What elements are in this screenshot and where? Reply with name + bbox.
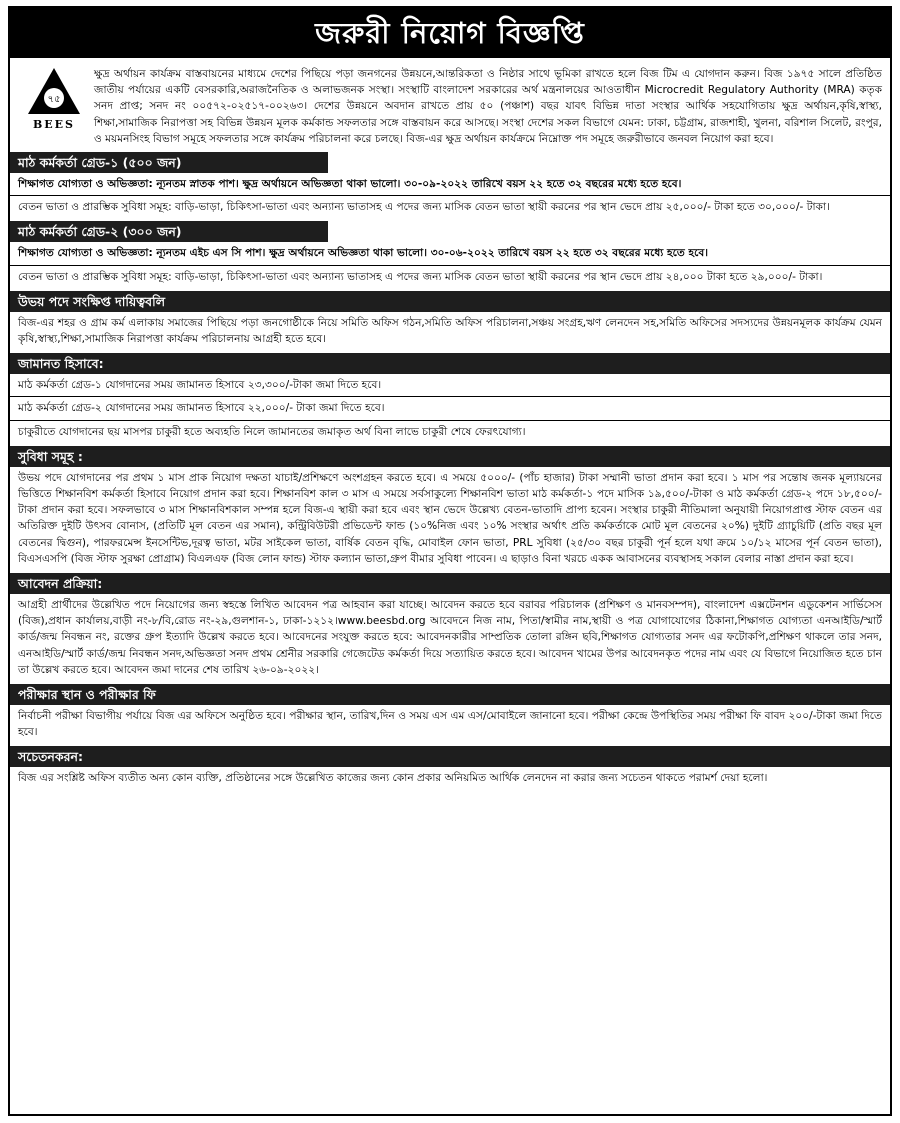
grade1-salary: বেতন ভাতা ও প্রারম্ভিক সুবিধা সমূহ: বাড়ি-ভাড়া, চিকিৎসা-ভাতা এবং অন্যান্য ভাতাসহ এ পদের জন্য মাসিক বেতন ভাতা স্থায়ী করনের পর স্থান ভেদে প্রায় ২৫,০০০/- টাকা হতে ৩০,০০০/- টাকা। [18, 201, 830, 214]
security-line-2: মাঠ কর্মকর্তা গ্রেড-২ যোগদানের সময় জামানত হিসাবে ২২,০০০/- টাকা জমা দিতে হবে। [18, 402, 385, 415]
security-line-1: মাঠ কর্মকর্তা গ্রেড-১ যোগদানের সময় জামানত হিসাবে ২৩,৩০০/-টাকা জমা দিতে হবে। [18, 379, 382, 392]
caution-heading: সচেতনকরন: [10, 746, 890, 767]
logo-triangle-icon [26, 66, 82, 116]
bees-logo [22, 66, 86, 134]
logo-caption: BEES [32, 118, 75, 131]
security-heading: জামানত হিসাবে: [10, 353, 890, 374]
benefits-text: উভয় পদে যোগদানের পর প্রথম ১ মাস প্রাক নিয়োগ দক্ষতা যাচাই/প্রশিক্ষণে অংশগ্রহন করতে হবে। এ সময়ে ৫০০০/- (পাঁচ হাজার) টাকা সম্মানী ভাতা প্রদান করা হবে। ১ মাস পর সন্তোষ জনক মূল্যায়নের ভিত্তিতে শিক্ষানবিশ কর্মকর্তা হিসাবে নিয়োগ প্রদান করা হবে। শিক্ষানবিশ কাল ৩ মাস এ সময়ে সর্বসাকুল্যে শিক্ষানবিশ ভাতা মাঠ কর্মকর্তা-১ পদে মাসিক ১৯,৫০০/-টাকা ও মাঠ কর্মকর্তা গ্রেড-২ পদে ১৮,৫০০/- টাকা প্রদান করা হবে। সফলভাবে ৩ মাস শিক্ষানবিশকাল সম্পন্ন হলে বিজ-এ স্থায়ী করা হবে এবং স্থান ভেদে উল্লেখ্য বেতন-ভাতাদি প্রাপ্য হবেন। সংস্থার চাকুরী নীতিমালা অনুযায়ী নিয়োগপ্রাপ্ত স্টাফ বেতন এর অতিরিক্ত দুইটি উৎসব বোনাস, (প্রতিটি মূল বেতন এর সমান), কন্ট্রিবিউটরী প্রভিডেন্ট ফান্ড (১০%নিজ এবং ১০% সংস্থার অর্থাৎ প্রতি কর্মকর্তাকে মোট মূল বেতনের ২০%) দুইটি গ্র্যাচুয়িটি (প্রতি বছর মূল বেতনের দ্বিগুন), পারফরমেন্স ইনসেন্টিভ,দূরত্ব ভাতা, মটর সাইকেল ভাতা, বার্ষিক বেতন বৃদ্ধি, মোবাইল ফোন ভাতা, PRL সুবিধা (২৫/৩০ বছর চাকুরী পূর্ন হলে যথা ক্রমে ১০/১২ মাসের পূর্ন বেতন ভাতা), বিএসএসপি (বিজ স্টাফ সুরক্ষা প্রোগ্রাম) বিএলএফ (বিজ লোন ফান্ড) স্টাফ কল্যান ভাতা,গ্রুপ বীমার সুবিধা পাবেন। এ ছাড়াও বিনা খরচে একক আবাসনের ব্যবস্থাসহ সকাল বেলার নাস্তা প্রদান করা হবে। [18, 471, 883, 565]
grade1-heading: মাঠ কর্মকর্তা গ্রেড-১ (৫০০ জন) [10, 152, 328, 173]
intro-section [10, 58, 890, 149]
exam-text: নির্বাচনী পরীক্ষা বিভাগীয় পর্যায়ে বিজ এর অফিসে অনুষ্ঠিত হবে। পরীক্ষার স্থান, তারিখ,দিন ও সময় এস এম এস/মোবাইলে জানানো হবে। পরীক্ষা কেন্দ্রে উপস্থিতির সময় পরীক্ষা ফি বাবদ ২০০/-টাকা জমা দিতে হবে। [18, 710, 882, 739]
duties-heading: উভয় পদে সংক্ষিপ্ত দায়িত্ববলি [10, 291, 890, 312]
duties-text: বিজ-এর শহর ও গ্রাম কর্ম এলাকায় সমাজের পিছিয়ে পড়া জনগোষ্ঠীকে নিয়ে সমিতি অফিস গঠন,সমিতি অফিস পরিচালনা,সঞ্চয় সংগ্রহ,ঋণ লেনদেন সহ,সমিতি অফিসের সদস্যদের উন্নয়নমূলক কার্যক্রম যেমন কৃষি,স্বাস্থ্য,শিক্ষা,সামাজিক নিরাপত্তা কার্যক্রম পরিচালনায় আগ্রহী হতে হবে। [18, 316, 882, 346]
benefits-heading: সুবিধা সমূহ : [10, 446, 890, 467]
application-heading: আবেদন প্রক্রিয়া: [10, 573, 890, 594]
caution-text: বিজ এর সংশ্লিষ্ট অফিস ব্যতীত অন্য কোন ব্যক্তি, প্রতিষ্ঠানের সঙ্গে উল্লেখিত কাজের জন্য কোন প্রকার অনিয়মিত আর্থিক লেনদেন না করার জন্য সচেতন থাকতে পরামর্শ দেয়া হলো। [18, 772, 768, 785]
page-title: জরুরী নিয়োগ বিজ্ঞপ্তি [10, 8, 890, 58]
grade1-qualification: শিক্ষাগত যোগ্যতা ও অভিজ্ঞতা: ন্যূনতম স্নাতক পাশ। ক্ষুদ্র অর্থায়নে অভিজ্ঞতা থাকা ভালো। ৩০-০৯-২০২২ তারিখে বয়স ২২ হতে ৩২ বছরের মধ্যে হতে হবে। [18, 178, 682, 191]
grade2-qualification: শিক্ষাগত যোগ্যতা ও অভিজ্ঞতা: ন্যূনতম এইচ এস সি পাশ। ক্ষুদ্র অর্থায়নে অভিজ্ঞতা থাকা ভালো। ৩০-০৬-২০২২ তারিখে বয়স ২২ হতে ৩২ বছরের মধ্যে হতে হবে। [18, 247, 709, 260]
intro-text: ক্ষুদ্র অর্থায়ন কার্যক্রম বাস্তবায়নের মাধ্যমে দেশের পিছিয়ে পড়া জনগনের উন্নয়নে,আন্তরিকতা ও নিষ্ঠার সাথে ভূমিকা রাখতে হলে বিজ টিম এ যোগদান করুন। বিজ ১৯৭৫ সালে প্রতিষ্ঠিত জাতীয় পর্যায়ের একটি বেসরকারি,অরাজনৈতিক ও অলাভজনক সংস্থা। সংস্থাটি বাংলাদেশ সরকারের অর্থ মন্ত্রনালয়ের আওতাধীন Microcredit Regulatory Authority (MRA) কতৃক সনদ প্রাপ্ত; সনদ নং ০০৫৭২-০২৫১৭-০০২৬৩। দেশের উন্নয়নে অবদান রাখতে প্রায় ৫০ (পঞ্চাশ) বছর যাবৎ বিভিন্ন দাতা সংস্থার আর্থিক সহযোগিতায় ক্ষুদ্র অর্থায়ন,কৃষি,স্বাস্থ্য, শিক্ষা,সামাজিক নিরাপত্তা সহ বিভিন্ন উন্নয়ন মূলক কর্মকান্ড সফলতার সঙ্গে বাস্তবায়ন করে আসছে। সংস্থা দেশের সকল বিভাগে যেমন: ঢাকা, চট্টগ্রাম, রাজশাহী, খুলনা, বরিশাল সিলেট, রংপুর, ও ময়মনসিংহ বিভাগ সমূহে সফলতার সঙ্গে কার্যক্রম পরিচালনা করে চলছে। বিজ-এর ক্ষুদ্র অর্থায়ন কার্যক্রমে নিম্নোক্ত পদ সমূহে জরুরীভাবে জনবল নিয়োগ করা হবে। [94, 68, 882, 145]
grade2-salary: বেতন ভাতা ও প্রারম্ভিক সুবিধা সমূহ: বাড়ি-ভাড়া, চিকিৎসা-ভাতা এবং অন্যান্য ভাতাসহ এ পদের জন্য মাসিক বেতন ভাতা স্থায়ী করনের পর স্থান ভেদে প্রায় ২৪,০০০ টাকা হতে ২৯,০০০/- টাকা। [18, 270, 823, 283]
grade2-heading: মাঠ কর্মকর্তা গ্রেড-২ (৩০০ জন) [10, 221, 328, 242]
application-text: আগ্রহী প্রার্থীদের উল্লেখিত পদে নিয়োগের জন্য স্বহস্তে লিখিত আবেদন পত্র আহবান করা যাচ্ছে। আবেদন করতে হবে বরাবর পরিচালক (প্রশিক্ষণ ও মানবসম্পদ), বাংলাদেশ এক্সটেনশন এডুকেশন সার্ভিসেস (বিজ),প্রধান কার্যালয়,বাড়ী নং-৮/বি,রোড নং-২৯,গুলশান-১, ঢাকা-১২১২।www.beesbd.org আবেদনে নিজ নাম, পিতা/স্বামীর নাম,স্থায়ী ও পত্র যোগাযোগের ঠিকানা,শিক্ষাগত যোগ্যতা এনআইডি/স্মার্ট কার্ড/জন্ম নিবন্ধন নং, রক্তের গ্রুপ ইত্যাদি উল্লেখ করতে হবে। আবেদনের সংযুক্ত করতে হবে: আবেদনকারীর সাম্প্রতিক তোলা রঙ্গিন ছবি,শিক্ষাগত যোগ্যতার সনদ এর ফটোকপি,প্রশিক্ষণ থাকলে তার সনদ, এনআইডি/স্মার্ট কার্ড/জন্ম নিবন্ধন সনদ,অভিজ্ঞতা সনদ প্রথম শ্রেনীর সরকারি গেজেটেড কর্মকর্তা দিয়ে সত্যায়িত করতে হবে। আবেদন খামের উপর আবেদনকৃত পদের নাম এবং যে বিভাগে নিয়োজিত হতে চান তা উল্লেখ করতে হবে। আবেদন জমা দানের শেষ তারিখ ২৬-০৯-২০২২। [18, 599, 882, 676]
security-line-3: চাকুরীতে যোগদানের ছয় মাসপর চাকুরী হতে অব্যহতি নিলে জামানতের জমাকৃত অর্থ বিনা লাভে চাকুরী শেষে ফেরৎযোগ্য। [18, 425, 526, 438]
job-circular [8, 6, 892, 1116]
logo-mark: ৭৫ [47, 94, 61, 105]
exam-heading: পরীক্ষার স্থান ও পরীক্ষার ফি [10, 684, 890, 705]
